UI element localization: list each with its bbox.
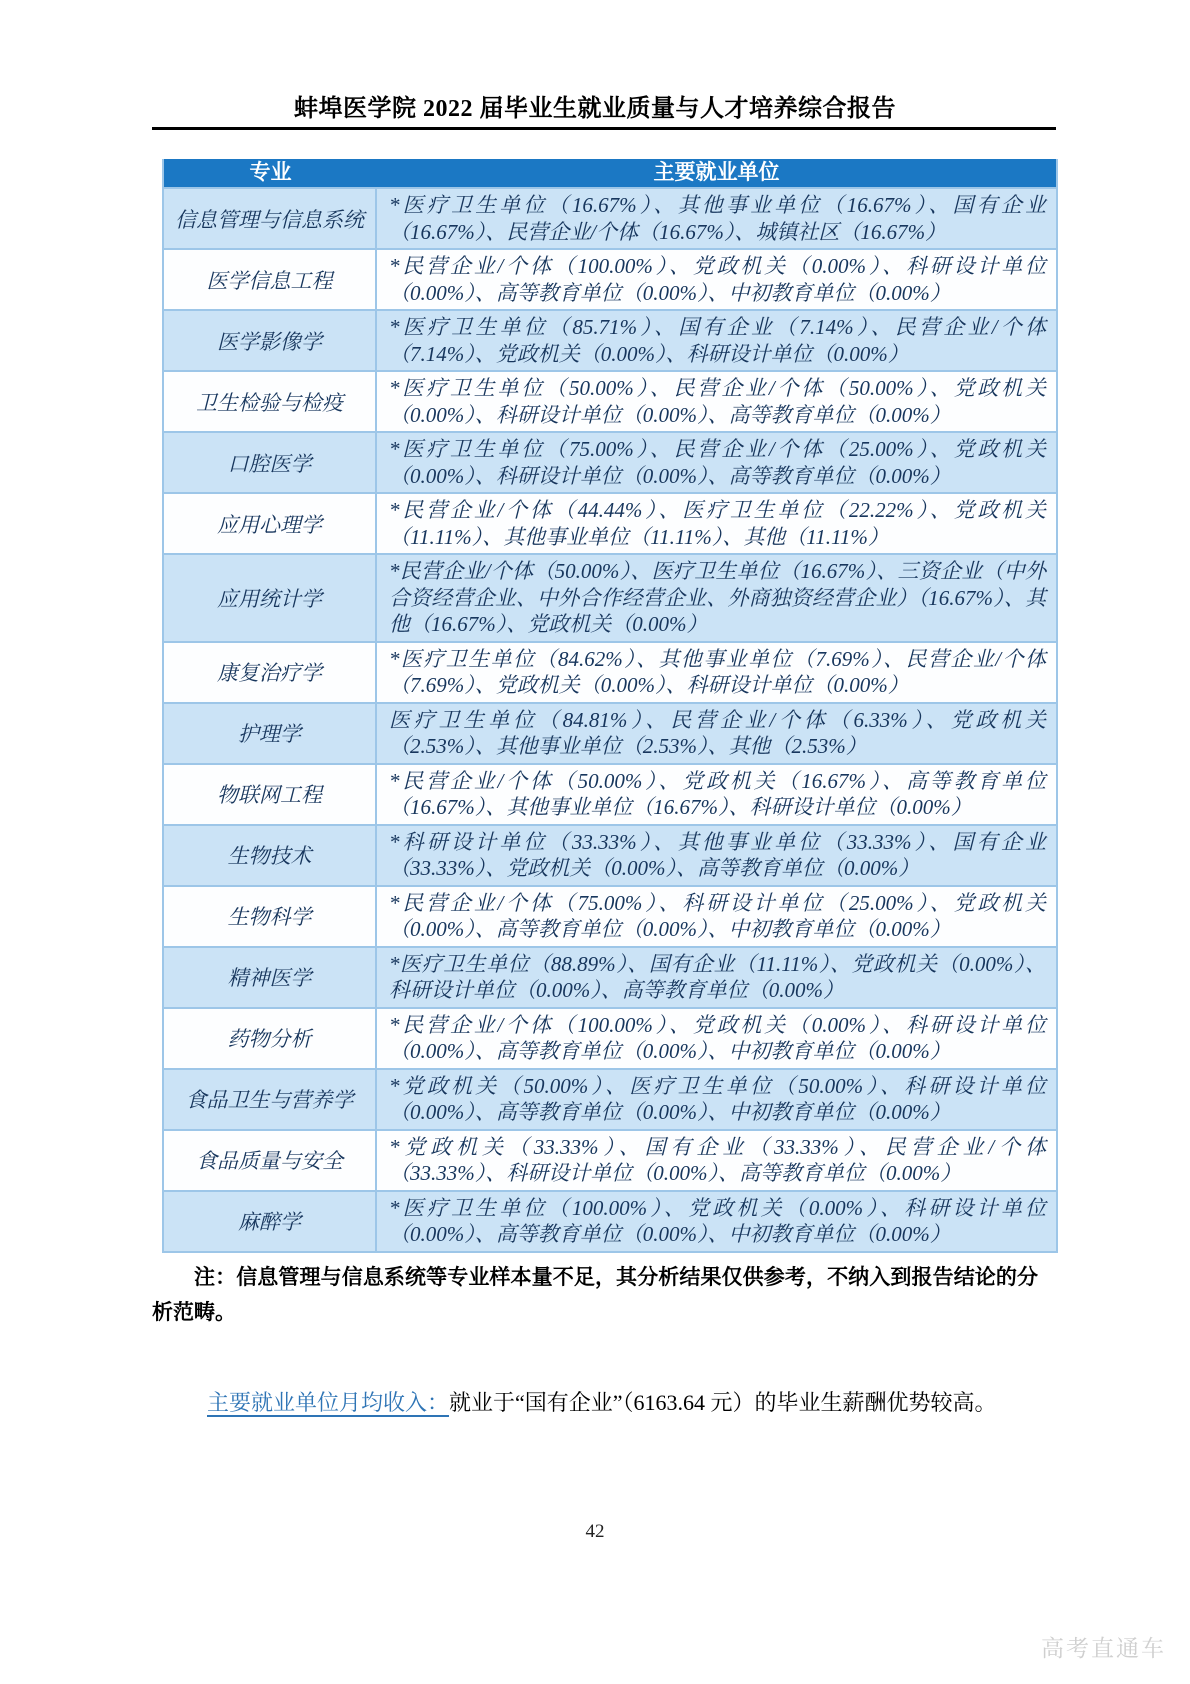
units-cell: *民营企业/个体（75.00%）、科研设计单位（25.00%）、党政机关（0.00%）、高等教育单位（0.00%）、中初教育单位（0.00%）	[389, 890, 1046, 941]
units-cell: 医疗卫生单位（84.81%）、民营企业/个体（6.33%）、党政机关（2.53%）、其他事业单位（2.53%）、其他（2.53%）	[389, 707, 1046, 758]
major-cell: 应用心理学	[164, 494, 377, 553]
major-cell: 药物分析	[164, 1009, 377, 1068]
units-cell: *医疗卫生单位（85.71%）、国有企业（7.14%）、民营企业/个体（7.14%）、党政机关（0.00%）、科研设计单位（0.00%）	[389, 315, 1046, 366]
major-cell: 康复治疗学	[164, 643, 377, 702]
units-cell: *科研设计单位（33.33%）、其他事业单位（33.33%）、国有企业（33.33%）、党政机关（0.00%）、高等教育单位（0.00%）	[389, 829, 1046, 880]
table-row	[164, 1007, 1056, 1068]
major-cell: 医学信息工程	[164, 250, 377, 309]
units-cell: *民营企业/个体（100.00%）、党政机关（0.00%）、科研设计单位（0.00%）、高等教育单位（0.00%）、中初教育单位（0.00%）	[389, 1012, 1046, 1063]
table-row	[164, 1129, 1056, 1190]
units-cell: *党政机关（33.33%）、国有企业（33.33%）、民营企业/个体（33.33%）、科研设计单位（0.00%）、高等教育单位（0.00%）	[389, 1134, 1046, 1185]
employment-table	[162, 159, 1058, 1253]
page-content	[0, 159, 1190, 1434]
units-cell: *党政机关（50.00%）、医疗卫生单位（50.00%）、科研设计单位（0.00%）、高等教育单位（0.00%）、中初教育单位（0.00%）	[389, 1073, 1046, 1124]
table-row	[164, 309, 1056, 370]
units-cell: *医疗卫生单位（88.89%）、国有企业（11.11%）、党政机关（0.00%）、科研设计单位（0.00%）、高等教育单位（0.00%）	[389, 951, 1046, 1002]
units-cell: *民营企业/个体（50.00%）、医疗卫生单位（16.67%）、三资企业（中外合资经营企业、中外合作经营企业、外商独资经营企业）（16.67%）、其他（16.67%）、党政机关（0.00%）	[389, 559, 1046, 636]
page-number: 42	[585, 1521, 605, 1542]
income-paragraph	[152, 1372, 1038, 1434]
units-cell: *民营企业/个体（44.44%）、医疗卫生单位（22.22%）、党政机关（11.11%）、其他事业单位（11.11%）、其他（11.11%）	[389, 498, 1046, 549]
major-cell: 口腔医学	[164, 433, 377, 492]
column-header-units: 主要就业单位	[653, 161, 780, 184]
major-cell: 麻醉学	[164, 1192, 377, 1251]
table-row	[164, 431, 1056, 492]
employment-table-body	[164, 187, 1056, 1251]
table-row	[164, 885, 1056, 946]
major-cell: 食品质量与安全	[164, 1131, 377, 1190]
major-cell: 物联网工程	[164, 765, 377, 824]
major-cell: 信息管理与信息系统	[164, 189, 377, 248]
table-row	[164, 187, 1056, 248]
table-row	[164, 824, 1056, 885]
watermark: 高考直通车	[1041, 1635, 1166, 1661]
major-cell: 医学影像学	[164, 311, 377, 370]
page-title: 蚌埠医学院 2022 届毕业生就业质量与人才培养综合报告	[294, 96, 896, 122]
units-cell: *医疗卫生单位（50.00%）、民营企业/个体（50.00%）、党政机关（0.00%）、科研设计单位（0.00%）、高等教育单位（0.00%）	[389, 376, 1046, 427]
income-lead: 主要就业单位月均收入：	[207, 1389, 450, 1415]
table-row	[164, 1190, 1056, 1251]
table-row	[164, 248, 1056, 309]
table-row	[164, 553, 1056, 641]
units-cell: *医疗卫生单位（84.62%）、其他事业单位（7.69%）、民营企业/个体（7.69%）、党政机关（0.00%）、科研设计单位（0.00%）	[389, 646, 1046, 697]
column-header-major: 专业	[249, 161, 292, 184]
table-row	[164, 492, 1056, 553]
income-body: 就业于“国有企业”（6163.64 元）的毕业生薪酬优势较高。	[449, 1389, 997, 1415]
units-cell: *医疗卫生单位（75.00%）、民营企业/个体（25.00%）、党政机关（0.00%）、科研设计单位（0.00%）、高等教育单位（0.00%）	[389, 437, 1046, 488]
major-cell: 精神医学	[164, 948, 377, 1007]
table-row	[164, 946, 1056, 1007]
major-cell: 生物技术	[164, 826, 377, 885]
major-cell: 生物科学	[164, 887, 377, 946]
header-rule	[152, 127, 1056, 130]
major-cell: 护理学	[164, 704, 377, 763]
units-cell: *医疗卫生单位（100.00%）、党政机关（0.00%）、科研设计单位（0.00%）、高等教育单位（0.00%）、中初教育单位（0.00%）	[389, 1195, 1046, 1246]
table-row	[164, 370, 1056, 431]
units-cell: *民营企业/个体（50.00%）、党政机关（16.67%）、高等教育单位（16.67%）、其他事业单位（16.67%）、科研设计单位（0.00%）	[389, 768, 1046, 819]
table-note: 注：信息管理与信息系统等专业样本量不足，其分析结果仅供参考，不纳入到报告结论的分析范畴。	[152, 1265, 1038, 1324]
units-cell: *医疗卫生单位（16.67%）、其他事业单位（16.67%）、国有企业（16.67%）、民营企业/个体（16.67%）、城镇社区（16.67%）	[389, 193, 1046, 244]
major-cell: 食品卫生与营养学	[164, 1070, 377, 1129]
major-cell: 卫生检验与检疫	[164, 372, 377, 431]
table-row	[164, 1068, 1056, 1129]
units-cell: *民营企业/个体（100.00%）、党政机关（0.00%）、科研设计单位（0.00%）、高等教育单位（0.00%）、中初教育单位（0.00%）	[389, 254, 1046, 305]
table-header-row	[164, 159, 1056, 187]
table-row	[164, 763, 1056, 824]
table-row	[164, 641, 1056, 702]
major-cell: 应用统计学	[164, 555, 377, 641]
table-row	[164, 702, 1056, 763]
